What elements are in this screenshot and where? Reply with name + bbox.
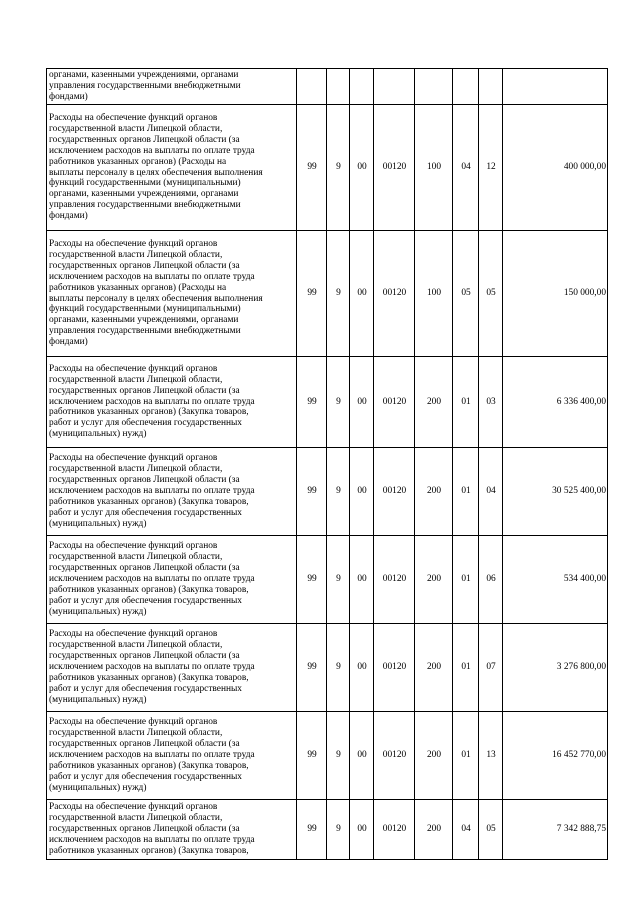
expense-description-cell: Расходы на обеспечение функций органов государственной власти Липецкой области, государственных органов Липецкой области (за исключением расходов на выплаты по оплате труда работников указанных органов) (Расходы на выплаты персоналу в целях обеспечения выполнения функций государственными (муниципальными) органами, казенными учреждениями, органами управления государственными внебюджетными фондами) bbox=[47, 231, 297, 357]
section-code-cell: 04 bbox=[453, 105, 479, 231]
section-code-cell: 01 bbox=[453, 712, 479, 800]
program-code-cell: 99 bbox=[297, 712, 327, 800]
expense-direction-code-cell: 00120 bbox=[374, 800, 415, 860]
subprogram-code-cell: 9 bbox=[327, 624, 350, 712]
amount-cell: 7 342 888,75 bbox=[503, 800, 608, 860]
expense-type-code-cell: 200 bbox=[415, 536, 453, 624]
table-row bbox=[47, 105, 608, 231]
expense-description-cell: Расходы на обеспечение функций органов государственной власти Липецкой области, государственных органов Липецкой области (за исключением расходов на выплаты по оплате труда работников указанных органов) (Расходы на выплаты персоналу в целях обеспечения выполнения функций государственными (муниципальными) органами, казенными учреждениями, органами управления государственными внебюджетными фондами) bbox=[47, 105, 297, 231]
expense-direction-code-cell: 00120 bbox=[374, 357, 415, 448]
subsection-code-cell: 03 bbox=[479, 357, 503, 448]
main-event-code-cell: 00 bbox=[350, 448, 374, 536]
main-event-code-cell: 00 bbox=[350, 105, 374, 231]
subsection-code-cell: 05 bbox=[479, 800, 503, 860]
section-code-cell: 01 bbox=[453, 536, 479, 624]
expense-type-code-cell: 200 bbox=[415, 357, 453, 448]
amount-cell: 3 276 800,00 bbox=[503, 624, 608, 712]
subprogram-code-cell: 9 bbox=[327, 231, 350, 357]
subsection-code-cell: 12 bbox=[479, 105, 503, 231]
amount-cell: 30 525 400,00 bbox=[503, 448, 608, 536]
main-event-code-cell bbox=[350, 69, 374, 105]
program-code-cell: 99 bbox=[297, 536, 327, 624]
table-row bbox=[47, 624, 608, 712]
expense-description-cell: Расходы на обеспечение функций органов государственной власти Липецкой области, государственных органов Липецкой области (за исключением расходов на выплаты по оплате труда работников указанных органов) (Закупка товаров, bbox=[47, 800, 297, 860]
expense-description-cell: Расходы на обеспечение функций органов государственной власти Липецкой области, государственных органов Липецкой области (за исключением расходов на выплаты по оплате труда работников указанных органов) (Закупка товаров, работ и услуг для обеспечения государственных (муниципальных) нужд) bbox=[47, 357, 297, 448]
program-code-cell: 99 bbox=[297, 105, 327, 231]
amount-cell: 6 336 400,00 bbox=[503, 357, 608, 448]
expense-type-code-cell: 100 bbox=[415, 105, 453, 231]
amount-cell: 534 400,00 bbox=[503, 536, 608, 624]
main-event-code-cell: 00 bbox=[350, 624, 374, 712]
expense-type-code-cell: 200 bbox=[415, 712, 453, 800]
section-code-cell: 01 bbox=[453, 624, 479, 712]
expense-direction-code-cell: 00120 bbox=[374, 231, 415, 357]
program-code-cell bbox=[297, 69, 327, 105]
subprogram-code-cell bbox=[327, 69, 350, 105]
amount-cell: 150 000,00 bbox=[503, 231, 608, 357]
expense-description-cell: Расходы на обеспечение функций органов государственной власти Липецкой области, государственных органов Липецкой области (за исключением расходов на выплаты по оплате труда работников указанных органов) (Закупка товаров, работ и услуг для обеспечения государственных (муниципальных) нужд) bbox=[47, 624, 297, 712]
expense-description-cell: Расходы на обеспечение функций органов государственной власти Липецкой области, государственных органов Липецкой области (за исключением расходов на выплаты по оплате труда работников указанных органов) (Закупка товаров, работ и услуг для обеспечения государственных (муниципальных) нужд) bbox=[47, 536, 297, 624]
expense-type-code-cell: 200 bbox=[415, 800, 453, 860]
subprogram-code-cell: 9 bbox=[327, 448, 350, 536]
subsection-code-cell: 04 bbox=[479, 448, 503, 536]
subsection-code-cell: 13 bbox=[479, 712, 503, 800]
expense-description-cell: Расходы на обеспечение функций органов государственной власти Липецкой области, государственных органов Липецкой области (за исключением расходов на выплаты по оплате труда работников указанных органов) (Закупка товаров, работ и услуг для обеспечения государственных (муниципальных) нужд) bbox=[47, 448, 297, 536]
section-code-cell: 01 bbox=[453, 357, 479, 448]
subprogram-code-cell: 9 bbox=[327, 800, 350, 860]
table-row bbox=[47, 536, 608, 624]
table-row bbox=[47, 800, 608, 860]
table-row bbox=[47, 712, 608, 800]
subsection-code-cell: 05 bbox=[479, 231, 503, 357]
table-row bbox=[47, 231, 608, 357]
main-event-code-cell: 00 bbox=[350, 231, 374, 357]
main-event-code-cell: 00 bbox=[350, 800, 374, 860]
subsection-code-cell: 07 bbox=[479, 624, 503, 712]
expense-direction-code-cell bbox=[374, 69, 415, 105]
budget-allocation-table bbox=[46, 68, 608, 860]
expense-direction-code-cell: 00120 bbox=[374, 536, 415, 624]
expense-direction-code-cell: 00120 bbox=[374, 105, 415, 231]
program-code-cell: 99 bbox=[297, 357, 327, 448]
subsection-code-cell bbox=[479, 69, 503, 105]
expense-type-code-cell: 200 bbox=[415, 624, 453, 712]
table-row bbox=[47, 69, 608, 105]
expense-description-cell: органами, казенными учреждениями, органами управления государственными внебюджетными фондами) bbox=[47, 69, 297, 105]
program-code-cell: 99 bbox=[297, 800, 327, 860]
table-body bbox=[47, 69, 608, 860]
subprogram-code-cell: 9 bbox=[327, 536, 350, 624]
main-event-code-cell: 00 bbox=[350, 712, 374, 800]
main-event-code-cell: 00 bbox=[350, 357, 374, 448]
subprogram-code-cell: 9 bbox=[327, 105, 350, 231]
section-code-cell: 04 bbox=[453, 800, 479, 860]
amount-cell: 400 000,00 bbox=[503, 105, 608, 231]
document-page bbox=[46, 68, 607, 860]
table-row bbox=[47, 448, 608, 536]
amount-cell bbox=[503, 69, 608, 105]
expense-description-cell: Расходы на обеспечение функций органов государственной власти Липецкой области, государственных органов Липецкой области (за исключением расходов на выплаты по оплате труда работников указанных органов) (Закупка товаров, работ и услуг для обеспечения государственных (муниципальных) нужд) bbox=[47, 712, 297, 800]
amount-cell: 16 452 770,00 bbox=[503, 712, 608, 800]
expense-type-code-cell: 100 bbox=[415, 231, 453, 357]
expense-type-code-cell: 200 bbox=[415, 448, 453, 536]
section-code-cell bbox=[453, 69, 479, 105]
expense-direction-code-cell: 00120 bbox=[374, 624, 415, 712]
expense-direction-code-cell: 00120 bbox=[374, 712, 415, 800]
subprogram-code-cell: 9 bbox=[327, 712, 350, 800]
section-code-cell: 05 bbox=[453, 231, 479, 357]
expense-type-code-cell bbox=[415, 69, 453, 105]
main-event-code-cell: 00 bbox=[350, 536, 374, 624]
expense-direction-code-cell: 00120 bbox=[374, 448, 415, 536]
program-code-cell: 99 bbox=[297, 624, 327, 712]
table-row bbox=[47, 357, 608, 448]
section-code-cell: 01 bbox=[453, 448, 479, 536]
program-code-cell: 99 bbox=[297, 231, 327, 357]
subsection-code-cell: 06 bbox=[479, 536, 503, 624]
subprogram-code-cell: 9 bbox=[327, 357, 350, 448]
program-code-cell: 99 bbox=[297, 448, 327, 536]
